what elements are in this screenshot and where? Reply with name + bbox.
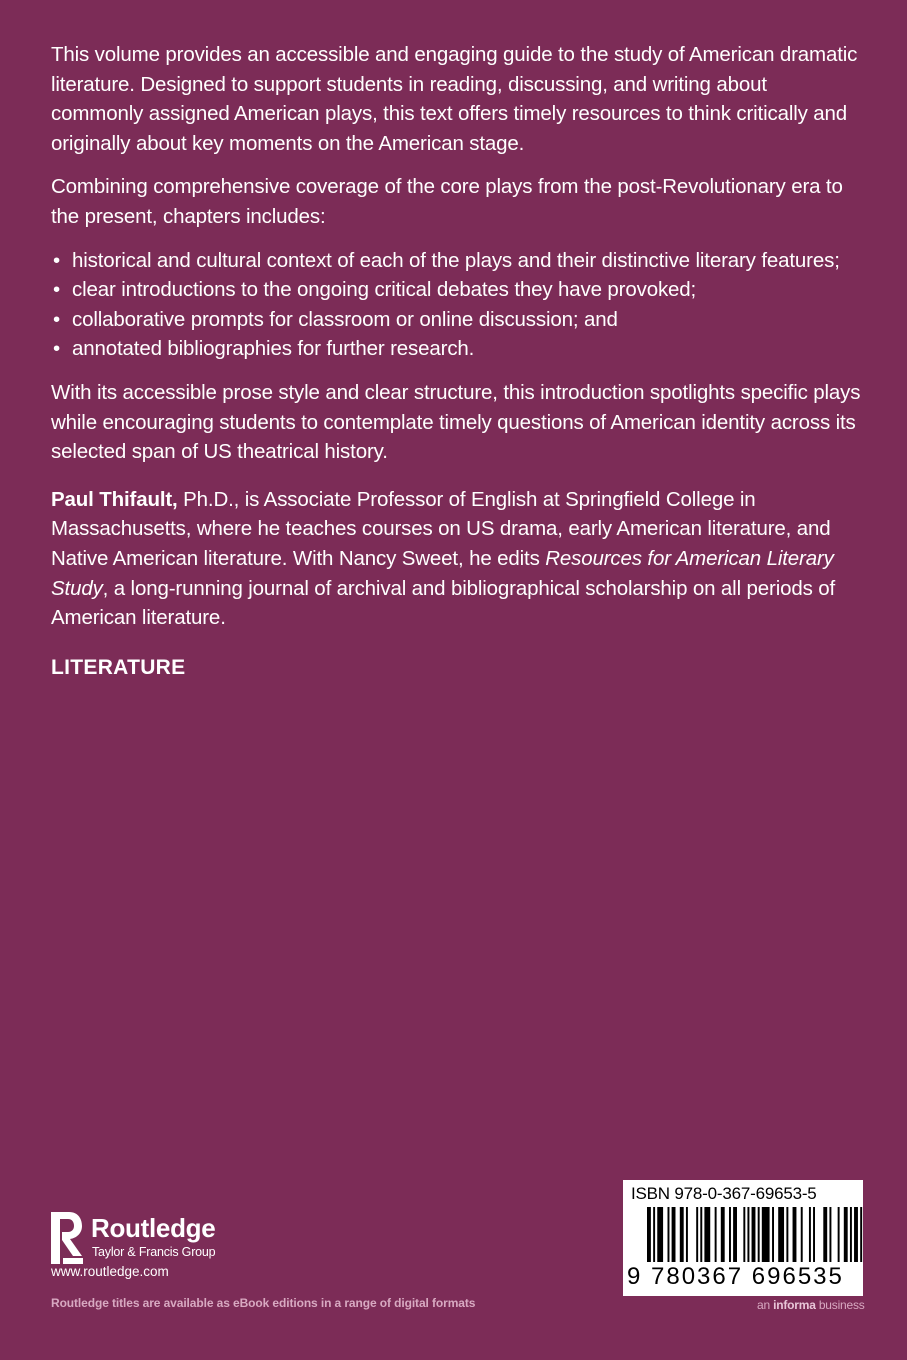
author-bio [51,485,863,633]
barcode-bar [854,1207,858,1262]
author-bio-text-end: , a long-running journal of archival and bibliographical scholarship on all periods of American literature. [51,576,836,630]
informa-business-tagline [757,1298,865,1312]
barcode-bar [762,1207,770,1262]
barcode-bar [696,1207,698,1262]
isbn-barcode [623,1180,863,1296]
barcode-bar [758,1207,760,1262]
feature-list-item: • historical and cultural context of each of the plays and their distinctive literary features; [51,246,863,276]
barcode-bar [686,1207,688,1262]
informa-suffix: business [815,1298,865,1312]
barcode-bar [778,1207,784,1262]
barcode-bar [680,1207,684,1262]
barcode-bar [786,1207,788,1262]
publisher-website: www.routledge.com [51,1264,169,1279]
barcode-bar [729,1207,731,1262]
barcode-bar [772,1207,774,1262]
feature-list-item: • annotated bibliographies for further research. [51,334,863,364]
barcode-bar [809,1207,811,1262]
barcode-bar [657,1207,663,1262]
barcode-bar [747,1207,749,1262]
feature-list-item: • clear introductions to the ongoing critical debates they have provoked; [51,275,863,305]
barcode-bar [700,1207,702,1262]
back-cover-blurb [51,40,863,682]
publisher-name: Routledge [91,1213,216,1243]
routledge-r-logo-icon [51,1212,83,1264]
ebook-availability-note: Routledge titles are available as eBook editions in a range of digital formats [51,1296,476,1310]
barcode-bar [668,1207,670,1262]
barcode-bar [838,1207,840,1262]
barcode-bar [823,1207,827,1262]
subject-category: LITERATURE [51,655,186,679]
barcode-bar [733,1207,737,1262]
barcode-bar [715,1207,717,1262]
barcode-bar [647,1207,651,1262]
intro-paragraph: This volume provides an accessible and engaging guide to the study of American dramatic literature. Designed to support students in reading, discussing, and writing about commonly assigned American plays, this text offers timely resources to think critically and originally about key moments on the American stage. [51,43,858,155]
barcode-digits: 9 780367 696535 [627,1263,844,1290]
barcode-bar [653,1207,655,1262]
barcode-bar [672,1207,676,1262]
publisher-block [51,1212,311,1282]
barcode-bar [752,1207,756,1262]
publisher-group: Taylor & Francis Group [92,1245,216,1259]
barcode-bar [721,1207,725,1262]
barcode-bar [850,1207,852,1262]
isbn-label: ISBN 978-0-367-69653-5 [631,1184,817,1203]
informa-brand: informa [773,1298,816,1312]
barcode-bar [813,1207,815,1262]
author-bio-text: Ph.D., is Associate Professor of English at Springfield College in Massachusetts, where he teaches courses on US drama, early American literature, and Native American literature. With Nancy Sweet, he edits [51,487,831,570]
closing-paragraph: With its accessible prose style and clear structure, this introduction spotlights specific plays while encouraging students to contemplate timely questions of American identity across its selected span of US theatrical history. [51,380,861,464]
barcode-bar [829,1207,831,1262]
informa-prefix: an [757,1298,774,1312]
barcode-bar [801,1207,803,1262]
coverage-paragraph: Combining comprehensive coverage of the core plays from the post-Revolutionary era to the present, chapters includes: [51,175,843,228]
barcode-bar [860,1207,862,1262]
barcode-bar [793,1207,797,1262]
journal-title: Resources for American Literary Study [51,546,834,600]
feature-list-item: • collaborative prompts for classroom or online discussion; and [51,305,863,335]
barcode-bar [743,1207,745,1262]
barcode-bar [704,1207,710,1262]
feature-list [51,246,863,364]
barcode-bar [844,1207,848,1262]
author-name: Paul Thifault, [51,487,178,511]
